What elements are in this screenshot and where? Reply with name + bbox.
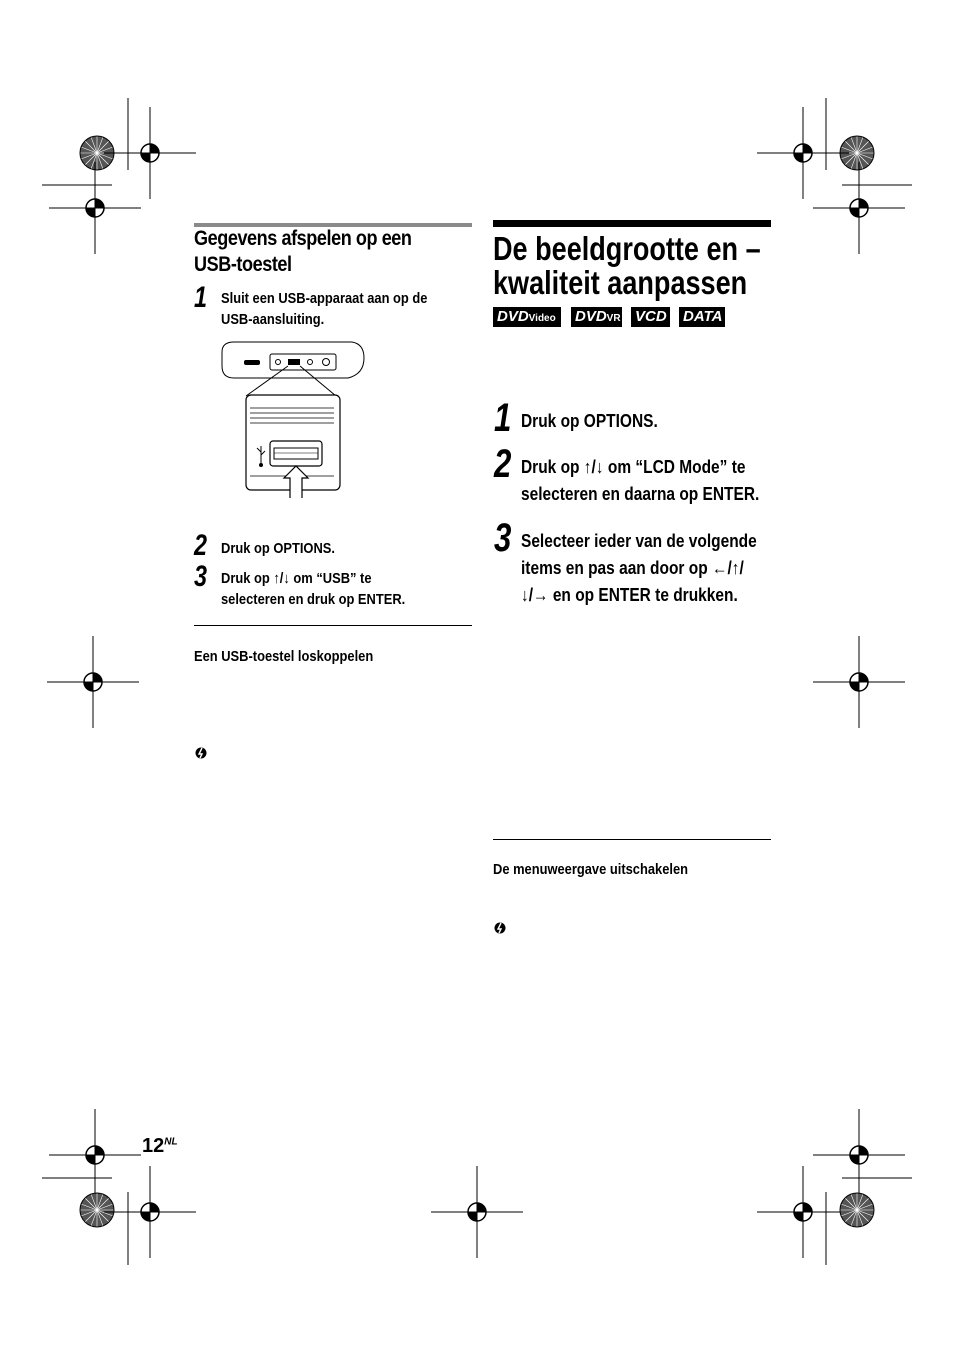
section-heading: De beeldgrootte en – kwaliteit aanpassen — [493, 230, 761, 301]
subheading: De menuweergave uitschakelen — [493, 861, 689, 878]
badge-dvd-vr: DVDVR — [571, 307, 622, 327]
badge-data: DATA — [679, 307, 725, 327]
badge-vcd: VCD — [631, 307, 670, 327]
hint-icon — [195, 746, 207, 760]
divider — [493, 839, 771, 840]
step-number: 3 — [194, 560, 208, 593]
step-text: Selecteer ieder van de volgende items en pas aan door op ←/↑/ ↓/→ en op ENTER te drukken. — [521, 531, 757, 605]
step-number: 2 — [494, 442, 512, 486]
step-number: 1 — [194, 281, 208, 314]
subheading: Een USB-toestel loskoppelen — [194, 648, 374, 665]
divider — [194, 625, 472, 626]
step-text: Sluit een USB-apparaat aan op de USB-aansluiting. — [221, 290, 428, 328]
step-number: 3 — [494, 516, 512, 560]
step-number: 2 — [194, 529, 208, 562]
page-number: $12^{NL}$ — [142, 1135, 178, 1157]
step-number: 1 — [494, 396, 512, 440]
hint-icon — [494, 921, 506, 935]
step-text: Druk op OPTIONS. — [521, 411, 658, 431]
step-text: Druk op ↑/↓ om “LCD Mode” te selecteren en daarna op ENTER. — [521, 457, 760, 504]
section-heading: Gegevens afspelen op een USB-toestel — [194, 227, 412, 276]
usb-port-illustration — [218, 338, 368, 500]
section-top-bar — [493, 220, 771, 227]
badge-dvd-video: DVDVideo — [493, 307, 561, 327]
step-text: Druk op OPTIONS. — [221, 540, 335, 557]
step-text: Druk op ↑/↓ om “USB” te selecteren en druk op ENTER. — [221, 570, 406, 608]
